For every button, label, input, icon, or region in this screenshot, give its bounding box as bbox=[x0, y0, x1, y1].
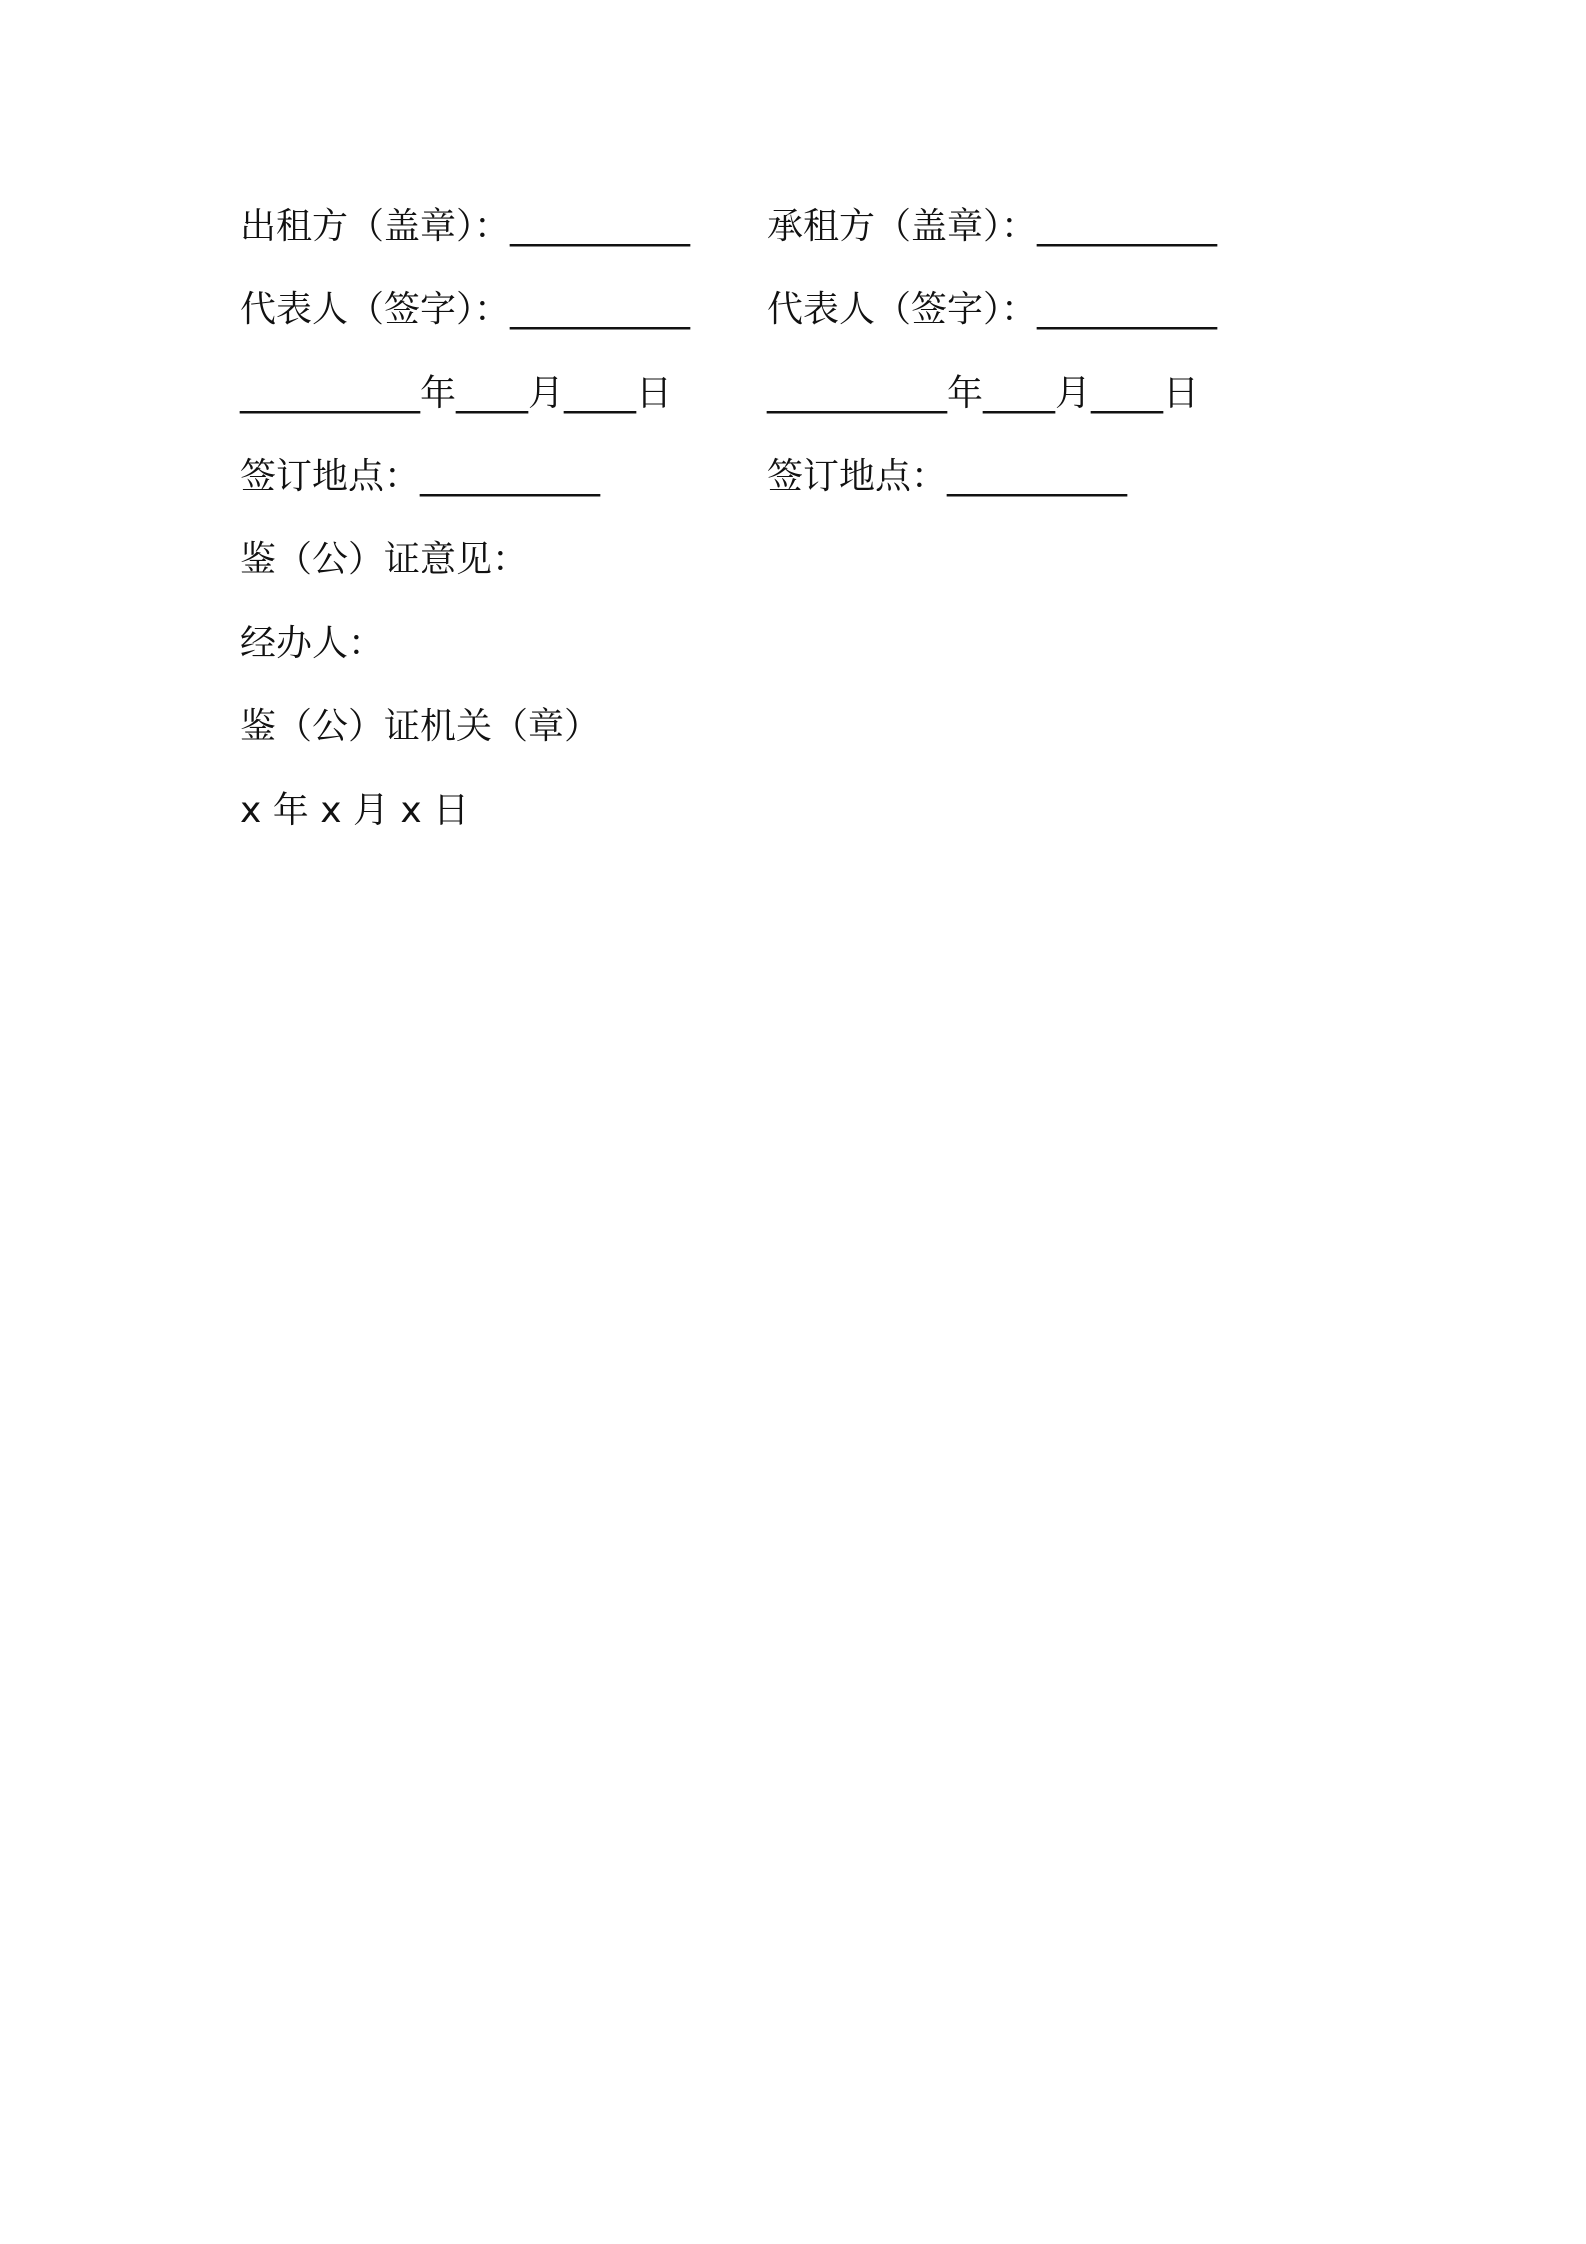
lessor-signing-place-field: 签订地点：__________ bbox=[240, 456, 601, 497]
notarization-date: x 年 x 月 x 日 bbox=[240, 790, 470, 831]
handler-label: 经办人： bbox=[240, 623, 385, 664]
lessee-seal-field: 承租方（盖章）：__________ bbox=[767, 206, 1218, 247]
lessee-date-field: __________年____月____日 bbox=[767, 373, 1199, 414]
lessee-signing-place-field: 签订地点：__________ bbox=[767, 456, 1128, 497]
notarization-opinion-label: 鉴（公）证意见： bbox=[240, 539, 529, 580]
lessor-seal-field: 出租方（盖章）：__________ bbox=[240, 206, 691, 247]
notary-authority-seal-label: 鉴（公）证机关（章） bbox=[240, 706, 601, 747]
lessor-date-field: __________年____月____日 bbox=[240, 373, 672, 414]
lessor-representative-field: 代表人（签字）：__________ bbox=[240, 289, 691, 330]
lessee-representative-field: 代表人（签字）：__________ bbox=[767, 289, 1218, 330]
